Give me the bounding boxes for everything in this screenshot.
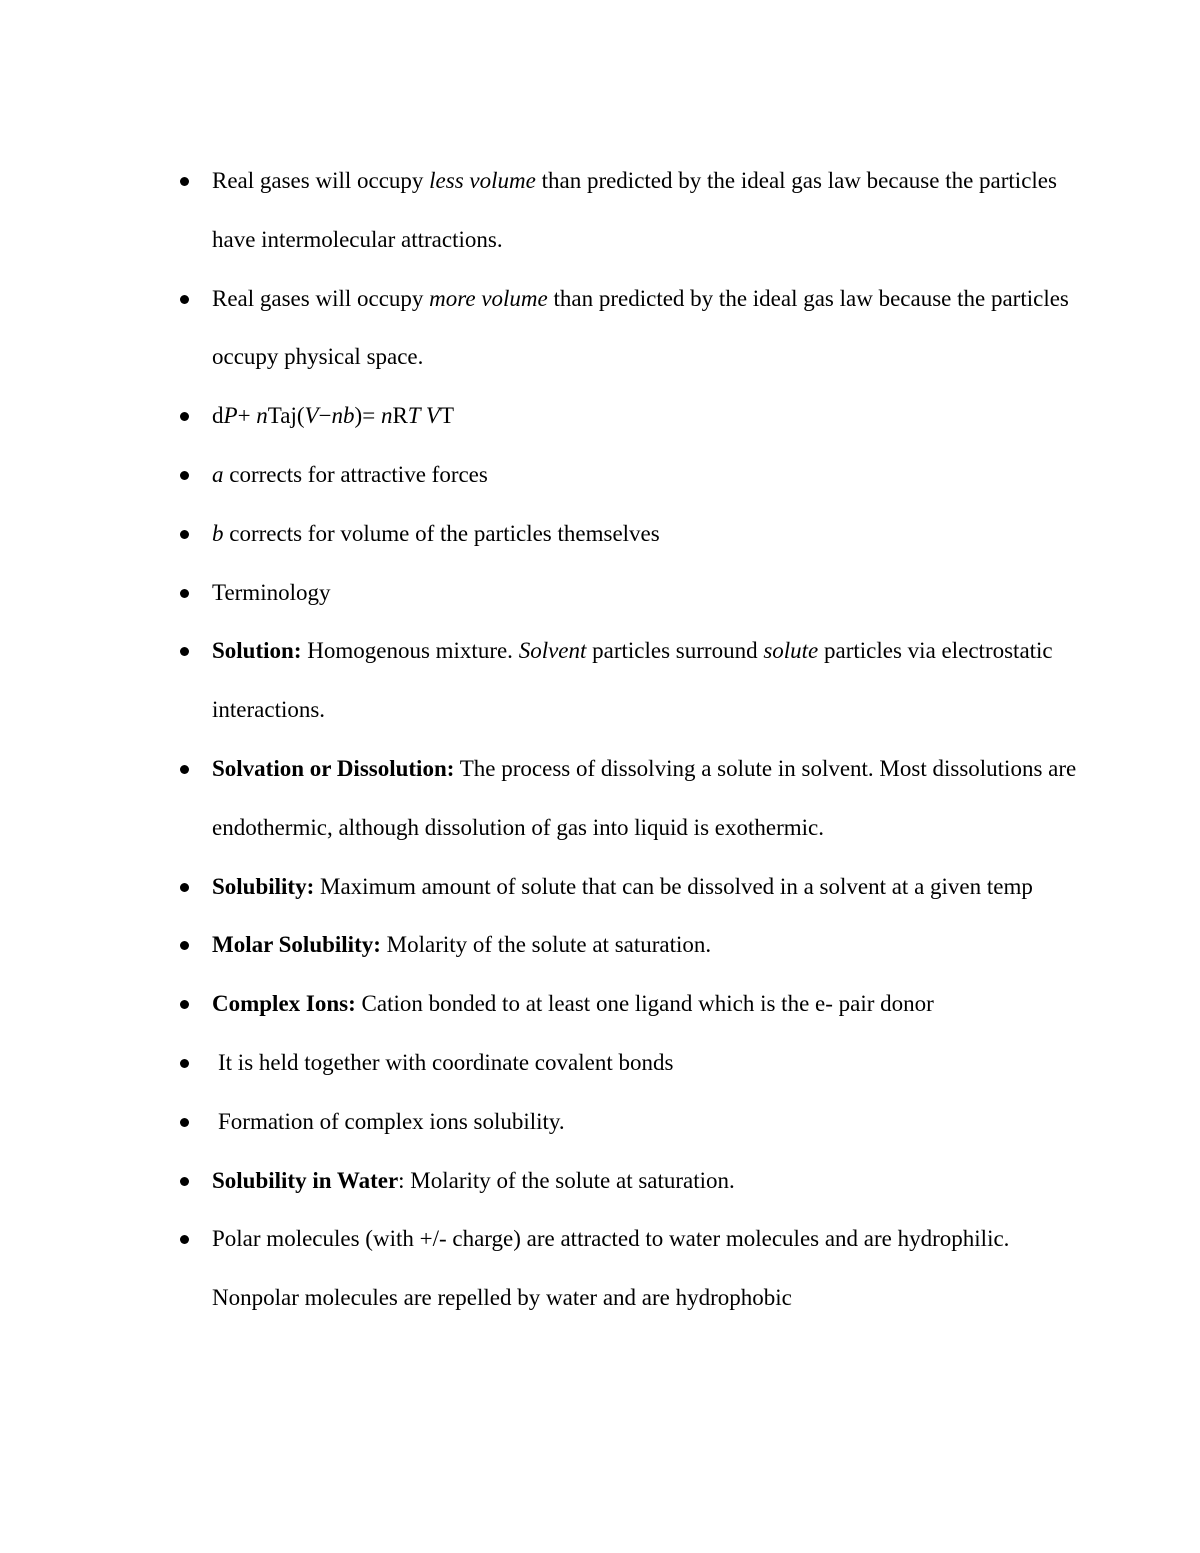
item-symbol: b	[212, 520, 224, 546]
item-symbol: a	[212, 461, 224, 487]
item-text-a: Homogenous mixture.	[301, 638, 519, 664]
item-term: Solvation or Dissolution:	[212, 755, 455, 781]
bullet-icon	[180, 883, 189, 892]
eq-part: V	[304, 403, 319, 429]
item-text-pre: Real gases will occupy	[212, 168, 430, 193]
item-text-a: : Molarity of the solute at saturation.	[398, 1167, 735, 1193]
item-text-a: Cation bonded to at least one ligand which is the e- pair donor	[355, 991, 934, 1017]
list-item	[180, 622, 1080, 740]
item-term: Solubility:	[212, 873, 315, 899]
item-term: Molar Solubility:	[212, 932, 381, 958]
item-term: Complex Ions:	[212, 991, 356, 1017]
item-term: Solution:	[212, 638, 302, 664]
item-text-b: particles surround	[586, 638, 764, 664]
bullet-icon	[180, 1059, 189, 1068]
bullet-icon	[180, 941, 189, 950]
van-der-waals-equation	[212, 403, 454, 428]
list-item	[180, 740, 1080, 858]
list-item	[180, 152, 1080, 270]
item-emphasis: solute	[763, 638, 819, 664]
item-text-pre: Real gases will occupy	[212, 285, 430, 311]
item-text-post: than predicted by the ideal gas law because the particles occupy physical space.	[212, 285, 1069, 370]
eq-part: T	[439, 403, 455, 429]
bullet-icon	[180, 765, 189, 774]
item-text: It is held together with coordinate covalent bonds	[218, 1049, 674, 1075]
list-item-equation	[180, 387, 1080, 446]
eq-part: V	[420, 403, 440, 429]
item-emphasis: more volume	[429, 285, 548, 311]
item-text-post: corrects for attractive forces	[223, 461, 488, 487]
eq-part: T	[407, 403, 421, 429]
item-text-c: particles via electrostatic interactions.	[212, 638, 1053, 723]
eq-part: b	[343, 403, 355, 429]
item-emphasis: less volume	[429, 168, 536, 193]
eq-part: R	[392, 403, 408, 429]
bullet-icon	[180, 177, 189, 186]
bullet-icon	[180, 647, 189, 656]
eq-part: P	[223, 403, 238, 429]
eq-part: +	[237, 403, 257, 429]
list-item	[180, 270, 1080, 388]
item-text-a: Molarity of the solute at saturation.	[380, 932, 712, 958]
bullet-icon	[180, 1000, 189, 1009]
item-text-a: The process of dissolving a solute in solvent. Most dissolutions are endothermic, although dissolution of gas into liquid is exothermic.	[212, 755, 1077, 840]
list-item	[180, 1093, 1080, 1152]
item-text-post: than predicted by the ideal gas law because the particles have intermolecular attractions.	[212, 168, 1057, 252]
list-item	[180, 446, 1080, 505]
bullet-icon	[180, 1177, 189, 1186]
item-emphasis: Solvent	[518, 638, 587, 664]
eq-part: −	[318, 403, 332, 429]
item-text-post: corrects for volume of the particles themselves	[223, 520, 660, 546]
item-text-a: Maximum amount of solute that can be dissolved in a solvent at a given temp	[314, 873, 1033, 899]
item-text: Polar molecules (with +/- charge) are attracted to water molecules and are hydrophilic. Nonpolar molecules are repelled by water and are hydrophobic	[212, 1226, 1010, 1311]
item-text: Terminology	[212, 579, 331, 605]
eq-part: Taj(	[267, 403, 305, 429]
eq-part: n	[331, 403, 344, 429]
list-item	[180, 1210, 1080, 1328]
item-term: Solubility in Water	[212, 1167, 399, 1193]
list-item	[180, 975, 1080, 1034]
bullet-icon	[180, 1118, 189, 1127]
bullet-list	[180, 152, 1080, 1328]
list-item	[180, 1034, 1080, 1093]
list-item	[180, 505, 1080, 564]
list-item	[180, 858, 1080, 917]
bullet-icon	[180, 530, 189, 539]
bullet-icon	[180, 412, 189, 421]
list-item	[180, 1152, 1080, 1211]
bullet-icon	[180, 1235, 189, 1244]
bullet-icon	[180, 589, 189, 598]
list-item	[180, 916, 1080, 975]
item-text: Formation of complex ions solubility.	[218, 1108, 565, 1134]
eq-part: n	[380, 403, 393, 429]
bullet-icon	[180, 471, 189, 480]
eq-part: )=	[354, 403, 381, 429]
bullet-icon	[180, 295, 189, 304]
list-item	[180, 564, 1080, 623]
eq-part: d	[212, 403, 224, 429]
eq-part: n	[256, 403, 268, 429]
